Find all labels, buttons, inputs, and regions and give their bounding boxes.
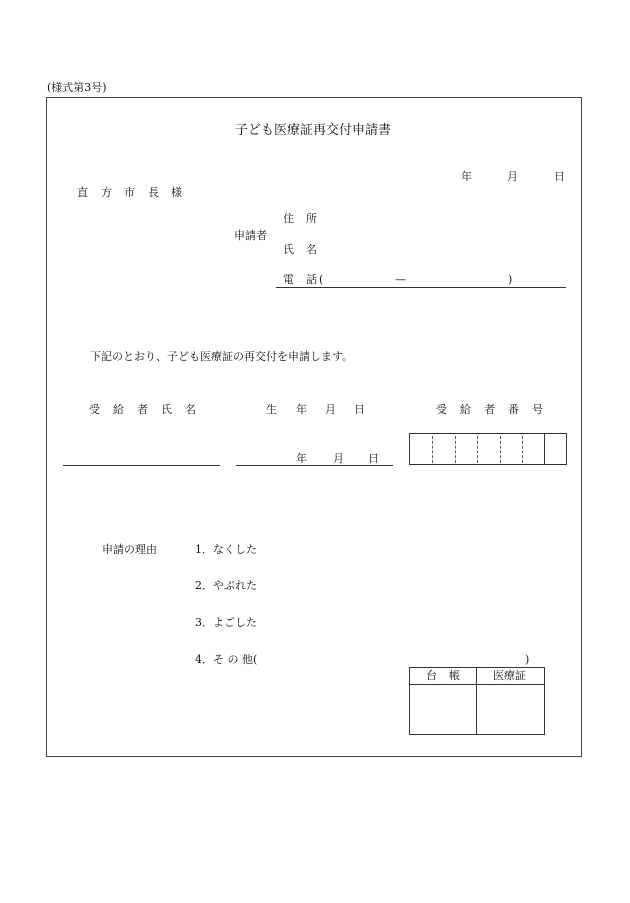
digit-divider: [500, 436, 501, 463]
phone-underline: [276, 287, 566, 288]
date-day-label: 日: [554, 170, 565, 183]
reason-label: 申請の理由: [102, 543, 157, 556]
digit-divider: [455, 436, 456, 463]
ledger-daicho-cell[interactable]: [410, 685, 476, 734]
reason-option-torn[interactable]: 2．やぶれた: [195, 579, 257, 592]
form-number: (様式第3号): [47, 81, 107, 94]
ledger-card-cell[interactable]: [477, 685, 544, 734]
application-statement: 下記のとおり、子ども医療証の再交付を申請します。: [90, 350, 354, 363]
recipient-name-field[interactable]: [63, 465, 220, 466]
check-digit-divider: [544, 434, 545, 465]
digit-divider: [477, 436, 478, 463]
ledger-header-card: 医療証: [493, 669, 526, 682]
reason-option-lost[interactable]: 1．なくした: [195, 543, 257, 556]
date-month-label: 月: [507, 170, 518, 183]
applicant-label: 申請者: [234, 229, 267, 242]
digit-divider: [432, 436, 433, 463]
form-title: 子ども医療証再交付申請書: [235, 123, 392, 138]
reason-option-soiled[interactable]: 3．よごした: [195, 616, 257, 629]
date-year-label: 年: [461, 170, 472, 183]
birthdate-underline: [236, 465, 393, 466]
digit-divider: [522, 436, 523, 463]
